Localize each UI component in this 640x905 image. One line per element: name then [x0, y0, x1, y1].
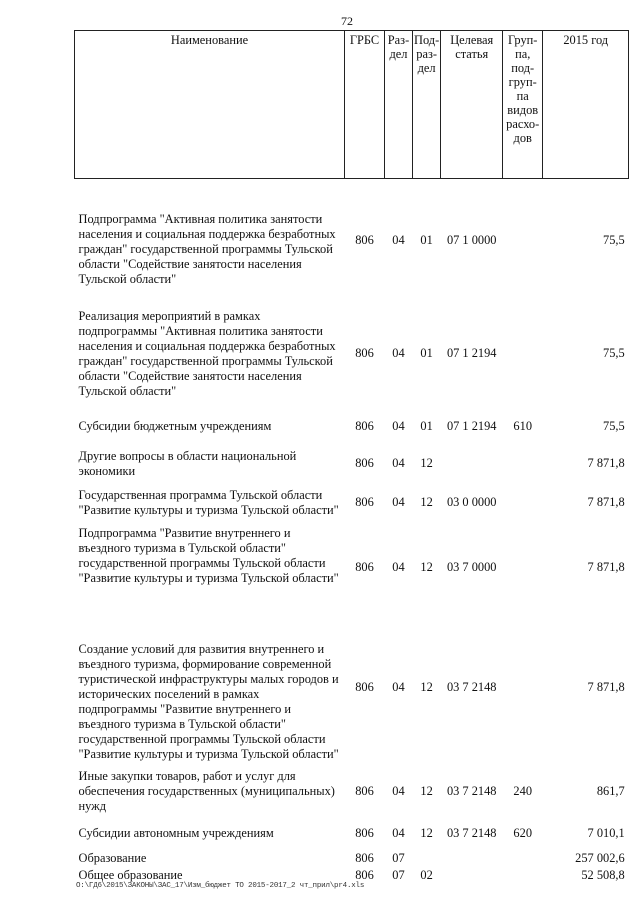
- row-section: 04: [392, 826, 405, 840]
- row-target: 07 1 0000: [446, 232, 497, 247]
- row-section: 04: [392, 560, 405, 574]
- row-grbs: 806: [355, 784, 374, 798]
- row-name: Подпрограмма "Активная политика занятости населения и социальная поддержка безработных граждан" государственной программы Тульской области "Содействие занятости населения Тульской области": [78, 211, 336, 286]
- row-subsection: 12: [420, 456, 433, 470]
- row-group: [503, 480, 543, 526]
- table-row: [75, 818, 629, 850]
- row-group: [503, 610, 543, 766]
- header-year: 2015 год: [543, 31, 629, 179]
- row-section: 04: [392, 456, 405, 470]
- row-group: [503, 526, 543, 610]
- table-row: [75, 448, 629, 480]
- table-row: [75, 179, 629, 302]
- row-grbs: 806: [355, 826, 374, 840]
- budget-table: [74, 30, 629, 883]
- row-amount: 52 508,8: [581, 867, 625, 882]
- table-row: [75, 868, 629, 883]
- row-amount: 7 871,8: [587, 560, 625, 574]
- row-subsection: 12: [420, 495, 433, 509]
- row-section: 04: [392, 232, 405, 247]
- row-name: Подпрограмма "Развитие внутреннего и въездного туризма в Тульской области" государственной программы Тульской области "Развитие культуры и туризма Тульской области": [78, 525, 339, 585]
- row-group: [503, 179, 543, 302]
- row-grbs: 806: [355, 495, 374, 509]
- row-group: [503, 302, 543, 406]
- row-subsection: 02: [420, 867, 433, 882]
- row-name: Иные закупки товаров, работ и услуг для обеспечения государственных (муниципальных) нужд: [78, 769, 335, 813]
- row-name: Субсидии бюджетным учреждениям: [78, 419, 272, 433]
- row-grbs: 806: [355, 456, 374, 470]
- row-subsection: 12: [420, 784, 433, 798]
- header-subsection: Под- раз- дел: [413, 31, 441, 179]
- row-name: Общее образование: [78, 867, 183, 882]
- row-target: 03 7 0000: [446, 560, 497, 574]
- table-row: [75, 526, 629, 610]
- row-target: [441, 448, 503, 480]
- row-grbs: 806: [355, 867, 374, 882]
- row-grbs: 806: [355, 346, 374, 360]
- row-target: 07 1 2194: [446, 346, 497, 360]
- row-grbs: 806: [355, 560, 374, 574]
- row-group: 620: [513, 826, 533, 840]
- row-name: Создание условий для развития внутреннего и въездного туризма, формирование современной туристической инфраструктуры малых городов и исторических поселений в рамках подпрограммы "Развитие внутреннего и въездного туризма в Тульской области" государственной программы Тульской области "Развитие культуры и туризма Тульской области": [78, 641, 339, 761]
- row-section: 04: [392, 680, 405, 694]
- row-subsection: 12: [420, 560, 433, 574]
- row-amount: 257 002,6: [575, 851, 625, 865]
- row-amount: 75,5: [603, 232, 625, 247]
- header-target: Целевая статья: [441, 31, 503, 179]
- row-grbs: 806: [355, 419, 374, 433]
- row-subsection: 01: [420, 346, 433, 360]
- row-amount: 7 871,8: [587, 680, 625, 694]
- table-row: [75, 302, 629, 406]
- row-target: [441, 868, 503, 883]
- row-section: 04: [392, 346, 405, 360]
- table-row: [75, 406, 629, 448]
- row-subsection: 01: [420, 419, 433, 433]
- table-row: [75, 480, 629, 526]
- row-target: 03 7 2148: [446, 784, 497, 798]
- page-number: 72: [341, 14, 353, 28]
- row-target: 03 7 2148: [446, 680, 497, 694]
- row-subsection: 01: [420, 232, 433, 247]
- row-name: Другие вопросы в области национальной экономики: [78, 448, 297, 478]
- row-subsection: 12: [420, 826, 433, 840]
- row-group: 240: [513, 784, 533, 798]
- header-name: Наименование: [75, 31, 345, 179]
- row-subsection: 12: [420, 680, 433, 694]
- row-subsection: [413, 850, 441, 868]
- row-section: 04: [392, 495, 405, 509]
- row-target: 03 7 2148: [446, 826, 497, 840]
- row-amount: 7 871,8: [587, 495, 625, 509]
- row-section: 07: [392, 851, 405, 865]
- row-group: [503, 850, 543, 868]
- row-target: 07 1 2194: [446, 419, 497, 433]
- row-target: [441, 850, 503, 868]
- row-name: Государственная программа Тульской области "Развитие культуры и туризма Тульской области": [78, 487, 339, 517]
- row-amount: 861,7: [596, 784, 625, 798]
- row-amount: 7 010,1: [587, 826, 625, 840]
- footer-file-path: O:\ГД6\2015\ЗАКОНЫ\ЗАС_17\Изм_бюджет ТО 2015-2017_2 чт_прил\pr4.xls: [76, 882, 365, 890]
- row-name: Образование: [78, 851, 147, 865]
- row-group: 610: [513, 419, 533, 433]
- row-grbs: 806: [355, 851, 374, 865]
- row-group: [503, 448, 543, 480]
- row-section: 04: [392, 784, 405, 798]
- row-amount: 75,5: [603, 419, 625, 433]
- row-amount: 75,5: [603, 346, 625, 360]
- table-row: [75, 610, 629, 766]
- row-target: 03 0 0000: [446, 495, 497, 509]
- row-name: Реализация мероприятий в рамках подпрограммы "Активная политика занятости населения и социальная поддержка безработных граждан" государственной программы Тульской области "Содействие занятости населения Тульской области": [78, 308, 336, 398]
- row-grbs: 806: [355, 680, 374, 694]
- table-row: [75, 766, 629, 818]
- header-grbs: ГРБС: [345, 31, 385, 179]
- header-section: Раз- дел: [385, 31, 413, 179]
- row-grbs: 806: [355, 232, 374, 247]
- header-group: Груп- па, под- груп- па видов расхо- дов: [503, 31, 543, 179]
- row-section: 04: [392, 419, 405, 433]
- row-section: 07: [392, 867, 405, 882]
- row-name: Субсидии автономным учреждениям: [78, 826, 274, 840]
- row-amount: 7 871,8: [587, 456, 625, 470]
- table-header-row: [75, 31, 629, 179]
- row-group: [503, 868, 543, 883]
- table-row: [75, 850, 629, 868]
